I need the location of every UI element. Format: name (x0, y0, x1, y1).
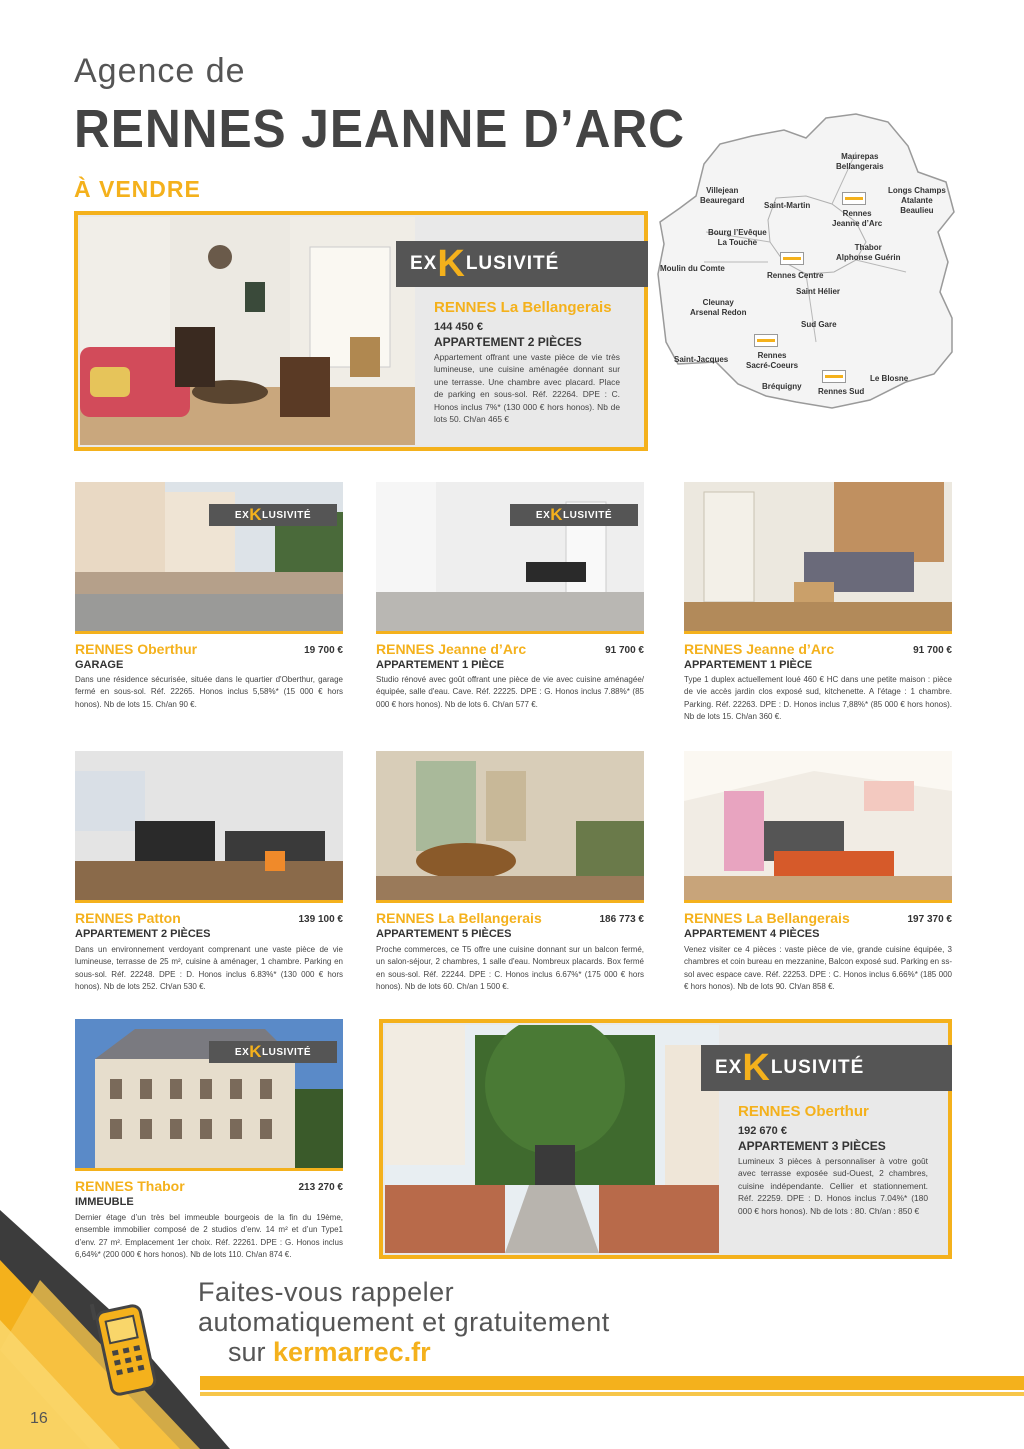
badge-k: K (742, 1047, 771, 1089)
listing-description: Proche commerces, ce T5 offre une cuisine donnant sur un balcon fermé, un salon-séjour, 2 chambres, 1 salle d'eau. Nombreux placards. Box fermé en sous-sol. Réf. 22244. DPE : C. Honos inclus 6.67%* (175 000 € hors honos). Nb de lots 60. Ch/an 1 500 €. (376, 945, 644, 992)
callback-line-3 (228, 1337, 431, 1368)
listing-description: Studio rénové avec goût offrant une pièce de vie avec cuisine aménagée/équipée, salle d'eau. Cave. Réf. 22225. DPE : G. Honos inclus 7.88%* (85 000 € hors honos). Nb de lots 6. Ch/an 577 €. (376, 675, 644, 709)
listing-title[interactable]: RENNES La Bellangerais (434, 299, 612, 316)
map-label-saint-jacques: Saint-Jacques (674, 355, 729, 364)
map-label-villejean: Villejean Beauregard (700, 186, 745, 205)
callback-sur: sur (228, 1337, 274, 1367)
badge-rest: LUSIVITÉ (465, 253, 560, 274)
map-label-saint-martin: Saint-Martin (764, 201, 811, 210)
map-label-sud-gare: Sud Gare (801, 320, 837, 329)
badge-ex: EX (715, 1057, 743, 1078)
map-label-moulin: Moulin du Comte (660, 264, 725, 273)
map-label-rennes-jda: Rennes Jeanne d’Arc (832, 209, 883, 228)
listing-price: 213 270 € (298, 1182, 343, 1193)
listing-price: 91 700 € (913, 645, 952, 656)
four-rooms-image (684, 751, 952, 903)
district-map (656, 112, 956, 414)
living-room-image (80, 217, 415, 445)
page-number: 16 (30, 1410, 48, 1427)
listing-description: Dans un environnement verdoyant comprenant une vaste pièce de vie lumineuse, terrasse de 25 m², cuisine à aménager, 1 chambre. Parking en sous-sol. Réf. 22248. DPE : D. Honos inclus 6.83%* (130 000 € hors honos). Nb de lots 252. Ch/an 530 €. (75, 945, 343, 992)
agency-marker-icon (780, 252, 804, 265)
listing-photo-duplex (684, 482, 952, 634)
listing-type: GARAGE (75, 659, 124, 671)
badge-ex: EX (410, 253, 438, 274)
listing-type: APPARTEMENT 2 PIÈCES (75, 928, 211, 940)
listing-type: APPARTEMENT 4 PIÈCES (684, 928, 820, 940)
listing-title[interactable]: RENNES Thabor (75, 1178, 185, 1194)
listing-photo-4pieces (684, 751, 952, 903)
listing-title[interactable]: RENNES Oberthur (75, 641, 198, 657)
listing-description: Lumineux 3 pièces à personnaliser à votre goût avec terrasse exposée sud-Ouest, 2 chambres, cuisine indépendante. Cellier et stationnement. Réf. 22259. DPE : D. Honos inclus 7.04%* (180 000 € hors honos). Nb de lots : 80. Ch/an : 850 € (738, 1156, 928, 1216)
patton-image (75, 751, 343, 903)
listing-title[interactable]: RENNES Patton (75, 910, 181, 926)
map-outline (656, 112, 956, 414)
listing-price: 192 670 € (738, 1125, 787, 1137)
listing-price: 139 100 € (298, 914, 343, 925)
listing-type: APPARTEMENT 1 PIÈCE (684, 659, 813, 671)
map-label-rennes-sud: Rennes Sud (818, 387, 865, 396)
listing-type: IMMEUBLE (75, 1196, 134, 1208)
map-label-thabor: Thabor Alphonse Guérin (836, 243, 901, 262)
agency-marker-icon (822, 370, 846, 383)
duplex-image (684, 482, 952, 634)
exclusivite-badge: EX K LUSIVITÉ (209, 504, 337, 526)
listing-price: 197 370 € (907, 914, 952, 925)
map-label-le-blosne: Le Blosne (870, 374, 909, 383)
badge-k: K (437, 243, 466, 285)
listing-title[interactable]: RENNES Jeanne d’Arc (684, 641, 835, 657)
map-label-sacre-coeurs: Rennes Sacré-Coeurs (746, 351, 799, 370)
map-label-cleunay: Cleunay Arsenal Redon (690, 298, 747, 317)
map-label-brequigny: Bréquigny (762, 382, 802, 391)
agence-de-label: Agence de (74, 52, 246, 90)
map-label-longs-champs: Longs Champs Atalante Beaulieu (888, 186, 946, 215)
phone-icon (90, 1298, 160, 1398)
map-label-rennes-centre: Rennes Centre (767, 271, 824, 280)
listing-title[interactable]: RENNES La Bellangerais (376, 910, 542, 926)
section-title: À VENDRE (74, 176, 201, 202)
listing-price: 144 450 € (434, 321, 483, 333)
agency-marker-icon (842, 192, 866, 205)
listing-photo-living-room (80, 217, 415, 445)
listing-photo-patton (75, 751, 343, 903)
listing-type: APPARTEMENT 3 PIÈCES (738, 1139, 886, 1153)
agency-marker-icon (754, 334, 778, 347)
listing-type: APPARTEMENT 1 PIÈCE (376, 659, 505, 671)
listing-type: APPARTEMENT 5 PIÈCES (376, 928, 512, 940)
listing-title[interactable]: RENNES Jeanne d’Arc (376, 641, 527, 657)
featured-listing[interactable] (74, 211, 648, 451)
listing-title[interactable]: RENNES Oberthur (738, 1103, 869, 1120)
website-link[interactable]: kermarrec.fr (273, 1337, 431, 1367)
map-label-bourg: Bourg l’Evêque La Touche (708, 228, 767, 247)
listing-price: 91 700 € (605, 645, 644, 656)
exclusivite-badge: EX K LUSIVITÉ (209, 1041, 337, 1063)
listing-price: 186 773 € (599, 914, 644, 925)
listing-description: Appartement offrant une vaste pièce de vie très lumineuse, une cuisine aménagée donnant sur une terrasse. Une chambre avec placard. Place de parking en sous-sol. Réf. 22264. DPE : C. Honos inclus 7%* (130 000 € hors honos). Nb de lots 50. Ch/an 465 € (434, 352, 620, 425)
listing-type: APPARTEMENT 2 PIÈCES (434, 335, 582, 349)
badge-rest: LUSIVITÉ (770, 1057, 865, 1078)
map-label-saint-helier: Saint Hélier (796, 287, 841, 296)
listing-description: Type 1 duplex actuellement loué 460 € HC dans une petite maison : pièce de vie accès jardin clos exposé sud, kitchenette. A l'étage : 1 chambre. Parking. Réf. 22263. DPE : D. Honos inclus 7,88%* (85 000 € hors honos). Nb de lots 15. Ch/an 360 €. (684, 675, 952, 722)
listing-photo-t5 (376, 751, 644, 903)
listing-description: Dans une résidence sécurisée, située dans le quartier d'Oberthur, garage fermé en sous-sol. Réf. 22265. Honos inclus 5,58%* (15 000 € hors honos). Nb de lots 15. Ch/an 90 €. (75, 675, 343, 709)
callback-line-2: automatiquement et gratuitement (198, 1307, 610, 1337)
t5-image (376, 751, 644, 903)
exclusivite-badge (396, 241, 648, 287)
listing-description: Venez visiter ce 4 pièces : vaste pièce de vie, grande cuisine équipée, 3 chambres et coin bureau en mezzanine, Balcon exposé sud. Parking en ss-sol avec espace cave. Réf. 22253. DPE : C. Honos inclus 6.66%* (185 000 € hors honos). Nb de lots 90. Ch/an 858 €. (684, 945, 952, 992)
exclusivite-badge: EX K LUSIVITÉ (510, 504, 638, 526)
listing-description: Dernier étage d’un très bel immeuble bourgeois de la fin du 19ème, ensemble immobilier composé de 2 studios d’env. 14 m² et d’un Type1 d’env. 27 m². Emplacement 1er choix. Réf. 22261. DPE : G. Honos inclus 6,64%* (200 000 € hors honos). Nb de lots 110. Ch/an 874 €. (75, 1213, 343, 1260)
exclusivite-badge (701, 1045, 952, 1091)
map-label-maurepas: Maurepas Bellangerais (836, 152, 884, 171)
callback-line-1: Faites-vous rappeler (198, 1277, 455, 1307)
agency-title: RENNES JEANNE D’ARC (74, 99, 685, 159)
listing-title[interactable]: RENNES La Bellangerais (684, 910, 850, 926)
listing-price: 19 700 € (304, 645, 343, 656)
